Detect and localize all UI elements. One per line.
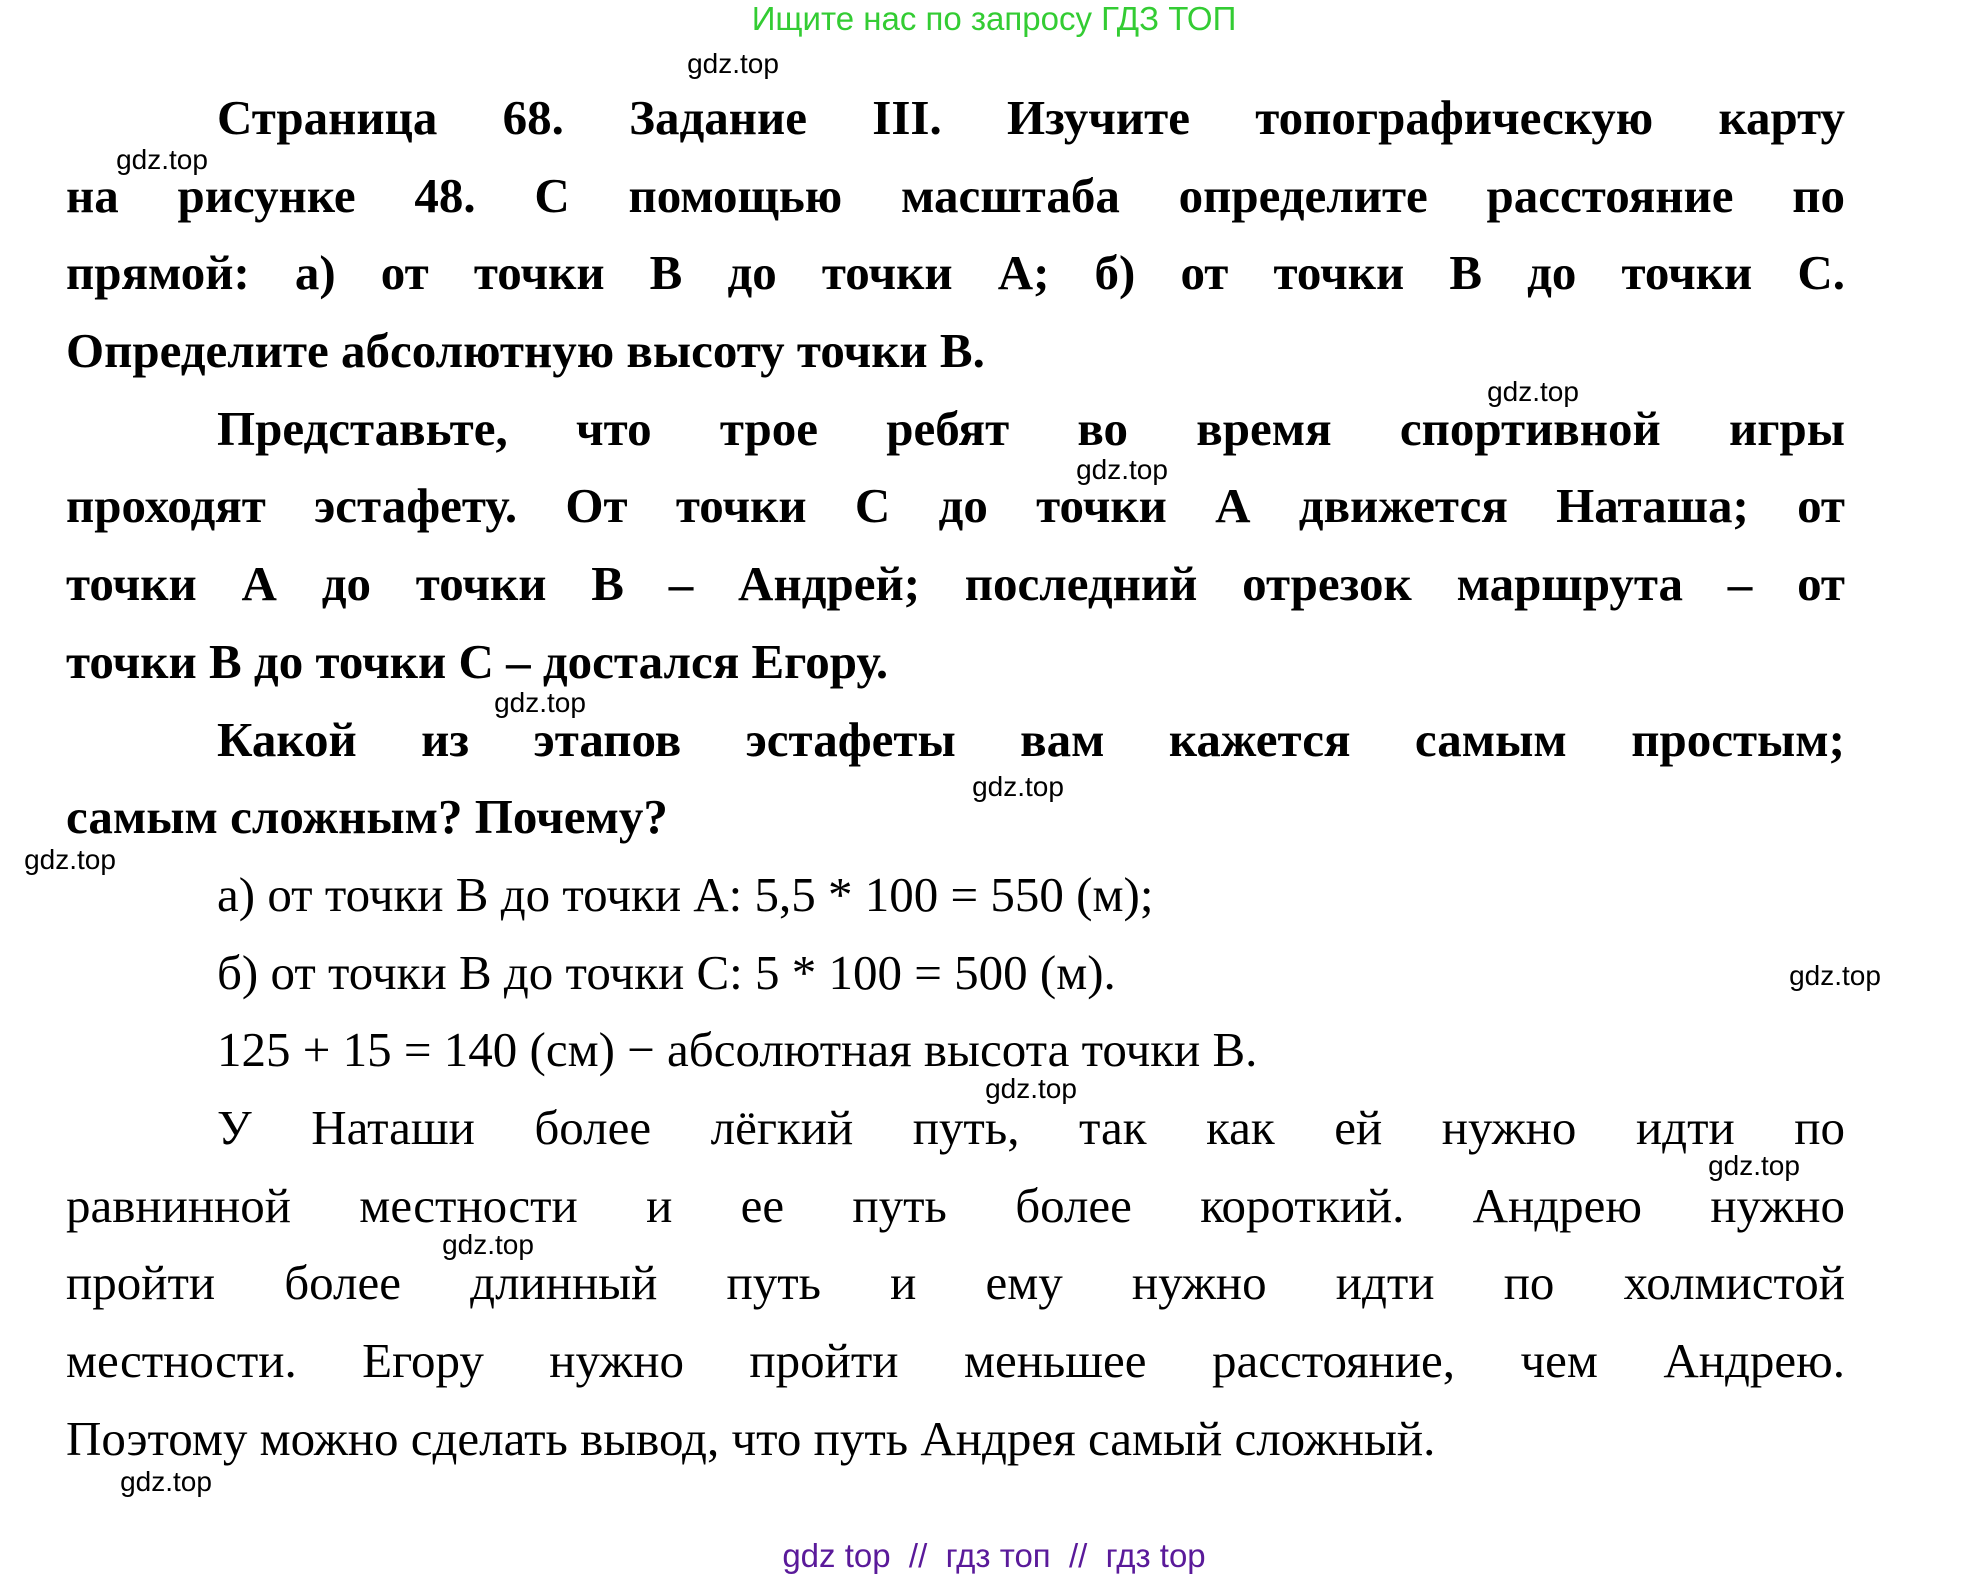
watermark: gdz.top xyxy=(116,144,208,175)
text-line: Определите абсолютную высоту точки В. xyxy=(66,323,985,379)
text-line: пройти более длинный путь и ему нужно идти по холмистой xyxy=(66,1255,1845,1311)
text-line: на рисунке 48. С помощью масштаба определите расстояние по xyxy=(66,167,1845,223)
text-line: точки А до точки В – Андрей; последний отрезок маршрута – от xyxy=(66,556,1845,612)
watermark: gdz.top xyxy=(972,771,1064,802)
task-statement xyxy=(66,79,1845,856)
watermark: gdz.top xyxy=(442,1229,534,1260)
answer-b: б) от точки В до точки С: 5 * 100 = 500 (м). xyxy=(217,944,1116,1000)
text-line: самым сложным? Почему? xyxy=(66,789,668,845)
document-body xyxy=(66,79,1845,1477)
text-line: Поэтому можно сделать вывод, что путь Андрея самый сложный. xyxy=(66,1410,1436,1466)
answer xyxy=(66,856,1845,1478)
text-line: У Наташи более лёгкий путь, так как ей нужно идти по xyxy=(217,1099,1845,1155)
text-line: Страница 68. Задание III. Изучите топографическую карту xyxy=(217,90,1845,145)
text-line: прямой: а) от точки В до точки А; б) от точки В до точки С. xyxy=(66,245,1845,301)
answer-c: 125 + 15 = 140 (см) − абсолютная высота точки В. xyxy=(217,1022,1258,1078)
answer-a: а) от точки В до точки А: 5,5 * 100 = 550 (м); xyxy=(217,866,1154,922)
watermark: gdz.top xyxy=(687,48,779,79)
text-line: равнинной местности и ее путь более короткий. Андрею нужно xyxy=(66,1177,1845,1233)
text-line: Представьте, что трое ребят во время спортивной игры xyxy=(217,400,1845,456)
watermark: gdz.top xyxy=(985,1073,1077,1104)
search-banner: Ищите нас по запросу ГДЗ ТОП xyxy=(751,0,1237,37)
text-line: точки В до точки С – достался Егору. xyxy=(66,633,889,689)
watermark: gdz.top xyxy=(120,1466,212,1497)
text-line: проходят эстафету. От точки С до точки А движется Наташа; от xyxy=(66,478,1845,534)
watermark: gdz.top xyxy=(494,687,586,718)
watermark: gdz.top xyxy=(24,844,116,875)
footer-links: gdz top // гдз топ // гдз top xyxy=(782,1537,1206,1574)
watermark: gdz.top xyxy=(1708,1150,1800,1181)
text-line: местности. Егору нужно пройти меньшее расстояние, чем Андрею. xyxy=(66,1333,1845,1388)
watermark: gdz.top xyxy=(1789,960,1881,991)
text-line: Какой из этапов эстафеты вам кажется самым простым; xyxy=(217,711,1845,767)
watermark: gdz.top xyxy=(1076,454,1168,485)
watermark: gdz.top xyxy=(1487,376,1579,407)
